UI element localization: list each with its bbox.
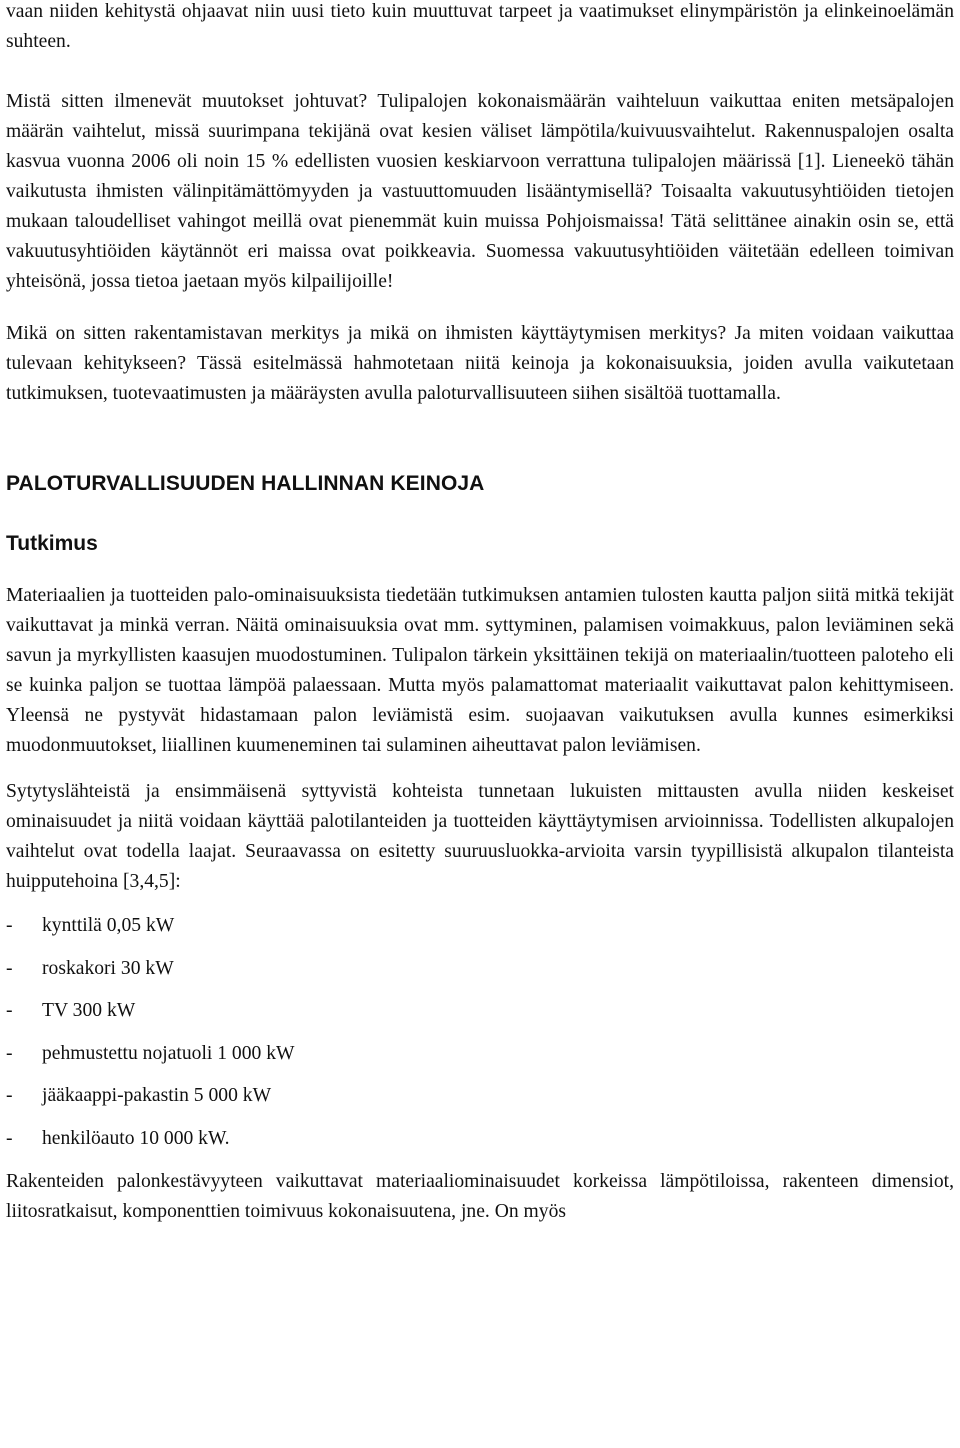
list-dash: -	[6, 1085, 13, 1107]
document-page	[6, 0, 954, 1227]
peak-power-list	[6, 911, 954, 1167]
list-item	[6, 996, 954, 1039]
list-dash: -	[6, 915, 13, 936]
list-item-text: roskakori 30 kW	[42, 957, 174, 979]
paragraph-intro-continuation: vaan niiden kehitystä ohjaavat niin uusi tieto kuin muuttuvat tarpeet ja vaatimukset elinympäristön ja elinkeinoelämän suhteen.	[6, 1, 954, 52]
paragraph-fire-resistance: Rakenteiden palonkestävyyteen vaikuttavat materiaaliominaisuudet korkeissa lämpötiloissa, rakenteen dimensiot, liitosratkaisut, komponenttien toimivuus kokonaisuutena, jne. On myös	[6, 1170, 954, 1222]
list-item-text: henkilöauto 10 000 kW.	[42, 1127, 230, 1149]
list-item-text: kynttilä 0,05 kW	[42, 915, 175, 936]
paragraph-ignition-sources: Sytytyslähteistä ja ensimmäisenä syttyvistä kohteista tunnetaan lukuisten mittausten avulla niiden keskeiset ominaisuudet ja niitä voidaan käyttää palotilanteiden ja tuotteiden käyttäytymisen arvioinnissa. Todellisten alkupalojen vaihtelut ovat todella laajat. Seuraavassa on esitetty suuruusluokka-arvioita varsin tyypillisistä alkupalon tilanteista huipputehoina [3,4,5]:	[6, 781, 954, 892]
list-item-text: pehmustettu nojatuoli 1 000 kW	[42, 1042, 295, 1064]
section-heading: PALOTURVALLISUUDEN HALLINNAN KEINOJA	[6, 472, 485, 495]
list-item	[6, 911, 954, 954]
paragraph-material-properties: Materiaalien ja tuotteiden palo-ominaisuuksista tiedetään tutkimuksen antamien tulosten kautta paljon siitä mitkä tekijät vaikuttavat ja minkä verran. Näitä ominaisuuksia ovat mm. syttyminen, palamisen voimakkuus, palon leviäminen sekä savun ja myrkyllisten kaasujen muodostuminen. Tulipalon tärkein yksittäinen tekijä on materiaalin/tuotteen paloteho eli se kuinka paljon se tuottaa lämpöä palaessaan. Mutta myös palamattomat materiaalit vaikuttavat palon kehittymiseen. Yleensä ne pystyvät hidastamaan palon leviämistä esim. suojaavan vaikutuksen avulla kunnes esimerkiksi muodonmuutokset, liiallinen kuumeneminen tai sulaminen aiheuttavat palon leviämisen.	[6, 585, 954, 756]
list-dash: -	[6, 1127, 13, 1149]
subsection-heading: Tutkimus	[6, 532, 98, 555]
list-item	[6, 954, 954, 997]
list-item	[6, 1039, 954, 1082]
list-item-text: jääkaappi-pakastin 5 000 kW	[42, 1085, 272, 1107]
paragraph-changes-causes: Mistä sitten ilmenevät muutokset johtuvat? Tulipalojen kokonaismäärän vaihteluun vaikuttaa eniten metsäpalojen määrän vaihtelut, missä suurimpana tekijänä ovat kesien väliset lämpötila/kuivuusvaihtelut. Rakennuspalojen osalta kasvua vuonna 2006 oli noin 15 % edellisten vuosien keskiarvoon verrattuna tulipalojen määrissä [1]. Lieneekö tähän vaikutusta ihmisten välinpitämättömyyden ja vastuuttomuuden lisääntymisellä? Toisaalta vakuutusyhtiöiden tietojen mukaan taloudelliset vahingot meillä ovat pienemmät kuin muissa Pohjoismaissa! Tätä selittänee ainakin osin se, että vakuutusyhtiöiden käytännöt eri maissa ovat poikkeavia. Suomessa vakuutusyhtiöiden väitetään edelleen toimivan yhteisönä, jossa tietoa jaetaan myös kilpailijoille!	[6, 91, 954, 292]
list-dash: -	[6, 957, 13, 979]
list-dash: -	[6, 1042, 13, 1064]
list-item-text: TV 300 kW	[42, 1000, 136, 1022]
list-item	[6, 1124, 954, 1167]
paragraph-construction-significance: Mikä on sitten rakentamistavan merkitys ja mikä on ihmisten käyttäytymisen merkitys? Ja miten voidaan vaikuttaa tulevaan kehitykseen? Tässä esitelmässä hahmotetaan niitä keinoja ja kokonaisuuksia, joiden avulla vaikutetaan tutkimuksen, tuotevaatimusten ja määräysten avulla paloturvallisuuteen siihen sisältöä tuottamalla.	[6, 323, 954, 404]
list-dash: -	[6, 1000, 13, 1022]
list-item	[6, 1081, 954, 1124]
